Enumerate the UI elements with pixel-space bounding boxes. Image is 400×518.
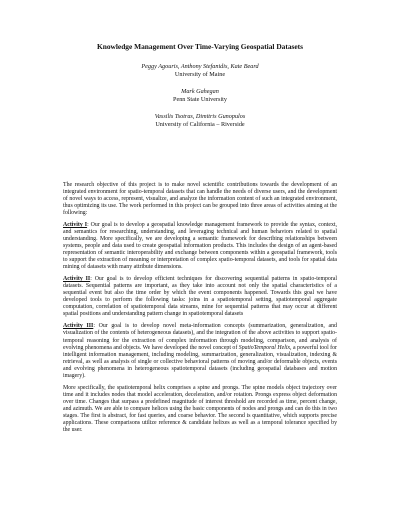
activity-1-text: : Our goal is to develop a geospatial knowledge management framework to provide the syntax, context, and semantics for researching, understanding, and leveraging technical and human behaviors related to spatial understanding. More specifically, we are developing a semantic framework for describing relationships between systems, people and data used to create geospatial information products. This includes the design of an agent-based representation of semantic interoperability and exchange between components within a geospatial framework, tools to support the extraction of meaning or interpretation of complex spatio-temporal datasets, and tools for spatial data mining of datasets with many attribute dimensions. (63, 221, 337, 271)
author-names: Vassilis Tsotras, Dimitris Gunopulos (154, 113, 246, 121)
author-block (63, 63, 337, 129)
activity-1-paragraph (63, 222, 337, 271)
author-names: Mark Gahegan (181, 88, 219, 96)
helix-term: SpatioTemporal Helix (238, 344, 291, 351)
activity-3-paragraph (63, 323, 337, 379)
activity-3-text-after: , a powerful tool for intelligent information management, including modeling, summarization, generalization, visualization, indexing & retrieval, as well as analysis of single or collective behavioral patterns of moving and/or deformable objects, events and evolving phenomena in heterogeneous spatiotemporal datasets (including geospatial databases and motion imagery). (63, 344, 337, 379)
paper-body (63, 182, 337, 435)
closing-paragraph: More specifically, the spatiotemporal helix comprises a spine and prongs. The spine models object trajectory over time and it includes nodes that model acceleration, deceleration, and/or rotation. Prongs express object deformation over time. Changes that surpass a predefined magnitude of interest threshold are recorded as time, percent change, and azimuth. We are able to compare helices using the basic components of nodes and prongs and can do this in two stages. The first is abstract, for fast queries, and coarse behavior. The second is quantitative, which supports precise applications. These comparisons utilize reference & candidate helixes as well as a temporal tolerance specified by the user. (63, 384, 337, 434)
activity-2-label: Activity II (63, 276, 91, 283)
activity-3-label: Activity III (63, 323, 94, 330)
activity-2-paragraph (63, 276, 337, 318)
intro-paragraph: The research objective of this project is to make novel scientific contributions towards the development of an integrated environment for spatio-temporal datasets that can handle the needs of diverse users, and the development of novel ways to access, represent, visualize, and analyze the information content of such an integrated environment, thus optimizing its use. The work performed in this project can be grouped into three areas of activities aiming at the following: (63, 181, 337, 216)
activity-3-text-before: : Our goal is to develop novel meta-information concepts (summarization, generalization, and visualization of the contents of heterogeneous datasets), and the integration of the above activities to support spatio-temporal reasoning for the extraction of complex information through modeling, comparison, and analysis of evolving phenomena and objects. We have developed the novel concept of (63, 323, 337, 351)
author-names: Peggy Agouris, Anthony Stefanidis, Kate Beard (141, 63, 259, 70)
author-group (63, 113, 337, 128)
activity-2-text: : Our goal is to develop efficient techniques for discovering sequential patterns in spatio-temporal datasets. Sequential patterns are important, as they take into account not only the spatial characteristics of a sequential event but also the time order by which the event components happened. Towards this goal we have developed tools to perform the following tasks: joins in a spatiotemporal setting, spatiotemporal aggregate computation, correlation of spatiotemporal data streams, mine for sequential patterns that may occur at different spatial positions and understanding pattern change in spatiotemporal datasets (63, 276, 338, 318)
paper-title: Knowledge Management Over Time-Varying Geospatial Datasets (96, 42, 304, 51)
author-group (63, 88, 337, 103)
author-affiliation: University of Maine (174, 70, 226, 78)
author-affiliation: University of California – Riverside (155, 120, 245, 128)
author-group (63, 63, 337, 78)
activity-1-label: Activity I (63, 221, 88, 228)
author-affiliation: Penn State University (173, 95, 227, 103)
